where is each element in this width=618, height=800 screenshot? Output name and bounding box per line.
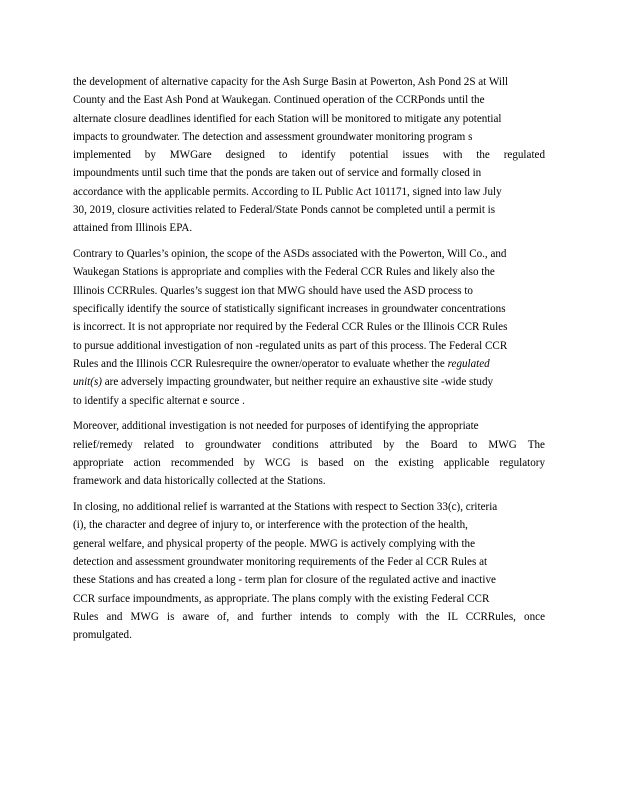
text-line: 30, 2019, closure activities related to Federal/State Ponds cannot be completed until a permit is	[73, 204, 496, 217]
text-line: (i), the character and degree of injury to, or interference with the protection of the health,	[73, 519, 468, 532]
text-line: these Stations and has created a long - term plan for closure of the regulated active and inactive	[73, 574, 496, 587]
text-line: Contrary to Quarles’s opinion, the scope of the ASDs associated with the Powerton, Will Co., and	[73, 248, 507, 261]
text-line: to pursue additional investigation of non -regulated units as part of this process. The Federal CCR	[73, 339, 508, 352]
text-line: Moreover, additional investigation is not needed for purposes of identifying the appropriate	[73, 420, 479, 433]
text-line: the development of alternative capacity for the Ash Surge Basin at Powerton, Ash Pond 2S at Will	[73, 76, 509, 88]
text-line: alternate closure deadlines identified for each Station will be monitored to mitigate any potential	[73, 112, 502, 125]
text-segment: are adversely impacting groundwater, but neither require an exhaustive site -wide study	[101, 376, 494, 389]
paragraph-2	[73, 245, 545, 410]
text-line: Rules and MWG is aware of, and further intends to comply with the IL CCRRules, once	[73, 610, 545, 623]
text-line: accordance with the applicable permits. According to IL Public Act 101171, signed into law July	[73, 185, 502, 198]
text-line: CCR surface impoundments, as appropriate. The plans comply with the existing Federal CCR	[73, 592, 490, 605]
paragraph-4	[73, 498, 545, 644]
text-line: attained from Illinois EPA.	[73, 222, 193, 235]
text-line: impacts to groundwater. The detection and assessment groundwater monitoring program s	[73, 130, 473, 143]
text-line: Waukegan Stations is appropriate and complies with the Federal CCR Rules and likely also the	[73, 266, 495, 279]
text-line: relief/remedy related to groundwater conditions attributed by the Board to MWG The	[73, 438, 545, 451]
text-line	[73, 355, 545, 373]
text-line: to identify a specific alternat e source .	[73, 394, 245, 407]
italic-term-units: unit(s)	[73, 376, 102, 389]
text-line: is incorrect. It is not appropriate nor required by the Federal CCR Rules or the Illinois CCR Rules	[73, 321, 508, 334]
text-line: general welfare, and physical property of the people. MWG is actively complying with the	[73, 537, 476, 550]
text-line: County and the East Ash Pond at Waukegan. Continued operation of the CCRPonds until the	[73, 94, 485, 107]
text-segment: Rules and the Illinois CCR Rulesrequire the owner/operator to evaluate whether the	[73, 357, 448, 370]
text-line: promulgated.	[73, 629, 132, 642]
text-line: framework and data historically collected at the Stations.	[73, 475, 326, 488]
text-line: Illinois CCRRules. Quarles’s suggest ion that MWG should have used the ASD process to	[73, 284, 473, 297]
text-line: appropriate action recommended by WCG is based on the existing applicable regulatory	[73, 456, 545, 469]
text-line: implemented by MWGare designed to identify potential issues with the regulated	[73, 149, 545, 162]
text-line	[73, 373, 545, 391]
paragraph-3	[73, 417, 545, 490]
text-line: impoundments until such time that the ponds are taken out of service and formally closed in	[73, 167, 482, 180]
text-line: specifically identify the source of statistically significant increases in groundwater concentrations	[73, 303, 506, 316]
italic-term-regulated: regulated	[447, 357, 490, 370]
body-text	[73, 73, 545, 652]
text-line: In closing, no additional relief is warranted at the Stations with respect to Section 33(c), criteria	[73, 501, 498, 514]
text-line: detection and assessment groundwater monitoring requirements of the Feder al CCR Rules at	[73, 555, 488, 568]
paragraph-1	[73, 73, 545, 238]
